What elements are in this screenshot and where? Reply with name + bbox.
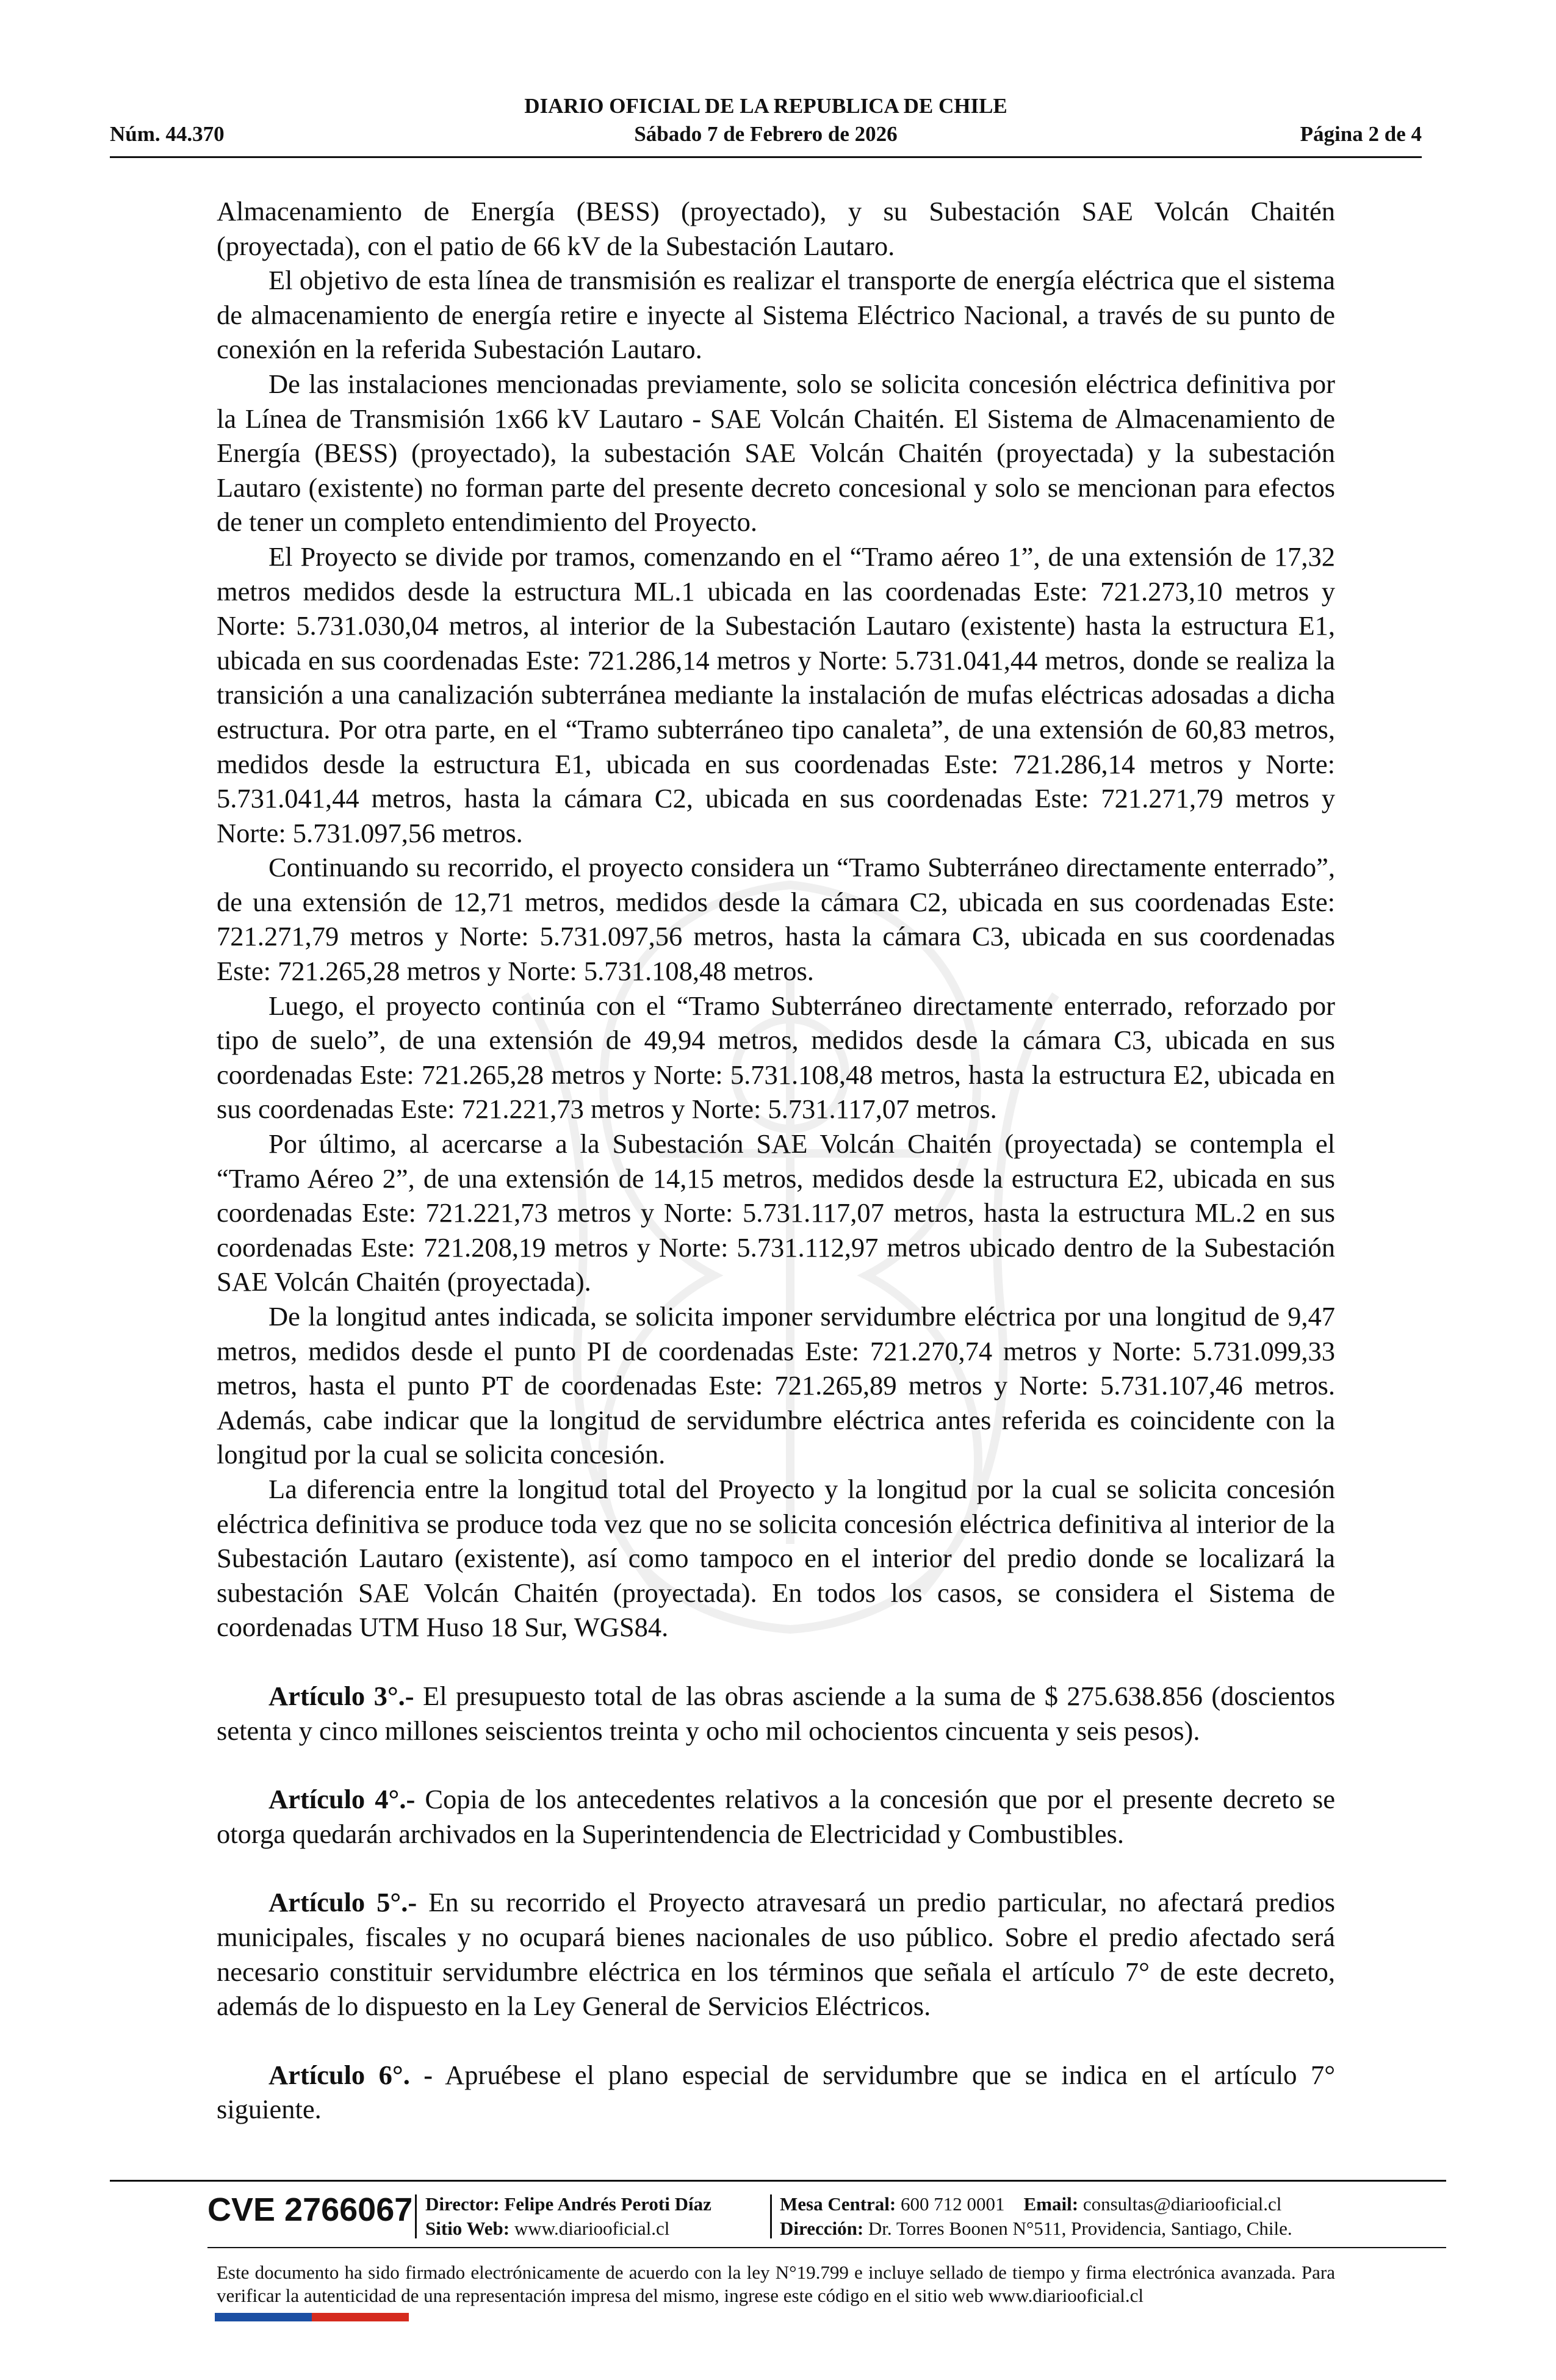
footer-director-block (425, 2192, 711, 2241)
cve-code: CVE 2766067 (207, 2191, 413, 2228)
article-4 (217, 1782, 1335, 1851)
footer-column-divider (415, 2194, 417, 2238)
website-label: Sitio Web: (425, 2218, 510, 2239)
phone-number: 600 712 0001 (901, 2193, 1005, 2215)
article-6 (217, 2058, 1335, 2127)
document-body (217, 194, 1335, 2127)
website-link[interactable]: www.diariooficial.cl (514, 2218, 670, 2239)
director-name: Felipe Andrés Peroti Díaz (504, 2193, 711, 2215)
body-paragraph: De las instalaciones mencionadas previamente, solo se solicita concesión eléctrica definitiva por la Línea de Transmisión 1x66 kV Lautaro - SAE Volcán Chaitén. El Sistema de Almacenamiento de Energía (BESS) (proyectado), la subestación SAE Volcán Chaitén (proyectada) y la subestación Lautaro (existente) no forman parte del presente decreto concesional y solo se mencionan para efectos de tener un completo entendimiento del Proyecto. (217, 368, 1335, 538)
article-text: Apruébese el plano especial de servidumbre que se indica en el artículo 7° siguiente. (217, 2059, 1335, 2125)
article-3 (217, 1679, 1335, 1748)
article-5 (217, 1885, 1335, 2023)
article-label: Artículo 4°.- (268, 1784, 416, 1815)
flag-red-stripe (312, 2313, 409, 2321)
article-text: Copia de los antecedentes relativos a la concesión que por el presente decreto se otorga quedarán archivados en la Superintendencia de Electricidad y Combustibles. (217, 1784, 1335, 1849)
body-paragraph: El objetivo de esta línea de transmisión es realizar el transporte de energía eléctrica que el sistema de almacenamiento de energía retire e inyecte al Sistema Eléctrico Nacional, a través de su punto de conexión en la referida Subestación Lautaro. (217, 265, 1335, 365)
flag-blue-stripe (215, 2313, 312, 2321)
body-paragraph: Luego, el proyecto continúa con el “Tramo Subterráneo directamente enterrado, reforzado por tipo de suelo”, de una extensión de 49,94 metros, medidos desde la cámara C3, ubicada en sus coordenadas Este: 721.265,28 metros y Norte: 5.731.108,48 metros, hasta la estructura E2, ubicada en sus coordenadas Este: 721.221,73 metros y Norte: 5.731.117,07 metros. (217, 990, 1335, 1125)
newspaper-title: DIARIO OFICIAL DE LA REPUBLICA DE CHILE (524, 94, 1007, 118)
article-label: Artículo 3°.- (268, 1680, 414, 1711)
address-label: Dirección: (780, 2218, 864, 2239)
body-paragraph: De la longitud antes indicada, se solicita imponer servidumbre eléctrica por una longitud de 9,47 metros, medidos desde el punto PI de coordenadas Este: 721.270,74 metros y Norte: 5.731.099,33 metros, hasta el punto PT de coordenadas Este: 721.265,89 metros y Norte: 5.731.107,46 metros. Además, cabe indicar que la longitud de servidumbre eléctrica antes referida es coincidente con la longitud por la cual se solicita concesión. (217, 1301, 1335, 1470)
article-label: Artículo 6°. - (268, 2059, 433, 2090)
chile-flag-stripe (215, 2313, 409, 2321)
body-paragraph: Almacenamiento de Energía (BESS) (proyectado), y su Subestación SAE Volcán Chaitén (proyectada), con el patio de 66 kV de la Subestación Lautaro. (217, 196, 1335, 261)
article-text: El presupuesto total de las obras asciende a la suma de $ 275.638.856 (doscientos setenta y cinco millones seiscientos treinta y ocho mil ochocientos cincuenta y seis pesos). (217, 1680, 1336, 1746)
page-header (110, 90, 1422, 158)
email-label: Email: (1023, 2193, 1079, 2215)
electronic-signature-notice: Este documento ha sido firmado electrónicamente de acuerdo con la ley N°19.799 e incluye sellado de tiempo y firma electrónica avanzada. Para verificar la autenticidad de una representación impresa del mismo, ingrese este código en el sitio web www.diariooficial.cl (217, 2262, 1335, 2306)
footer-divider (110, 2180, 1446, 2182)
address-text: Dr. Torres Boonen N°511, Providencia, Santiago, Chile. (868, 2218, 1292, 2239)
body-paragraph: Continuando su recorrido, el proyecto considera un “Tramo Subterráneo directamente enterrado”, de una extensión de 12,71 metros, medidos desde la cámara C2, ubicada en sus coordenadas Este: 721.271,79 metros y Norte: 5.731.097,56 metros, hasta la cámara C3, ubicada en sus coordenadas Este: 721.265,28 metros y Norte: 5.731.108,48 metros. (217, 852, 1335, 987)
director-label: Director: (425, 2193, 500, 2215)
footer-contact-block (780, 2192, 1292, 2241)
body-paragraph: El Proyecto se divide por tramos, comenzando en el “Tramo aéreo 1”, de una extensión de 17,32 metros medidos desde la estructura ML.1 ubicada en las coordenadas Este: 721.273,10 metros y Norte: 5.731.030,04 metros, al interior de la Subestación Lautaro (existente) hasta la estructura E1, ubicada en sus coordenadas Este: 721.286,14 metros y Norte: 5.731.041,44 metros, donde se realiza la transición a una canalización subterránea mediante la instalación de mufas eléctricas adosadas a dicha estructura. Por otra parte, en el “Tramo subterráneo tipo canaleta”, de una extensión de 60,83 metros, medidos desde la estructura E1, ubicada en sus coordenadas Este: 721.286,14 metros y Norte: 5.731.041,44 metros, hasta la cámara C2, ubicada en sus coordenadas Este: 721.271,79 metros y Norte: 5.731.097,56 metros. (217, 541, 1335, 848)
body-paragraph: La diferencia entre la longitud total del Proyecto y la longitud por la cual se solicita concesión eléctrica definitiva se produce toda vez que no se solicita concesión eléctrica definitiva al interior de la Subestación Lautaro (existente), así como tampoco en el interior del predio donde se localizará la subestación SAE Volcán Chaitén (proyectada). En todos los casos, se considera el Sistema de coordenadas UTM Huso 18 Sur, WGS84. (217, 1473, 1335, 1643)
issue-number: Núm. 44.370 (110, 122, 225, 146)
footer-divider-secondary (207, 2247, 1446, 2248)
footer-column-divider (770, 2194, 772, 2238)
phone-label: Mesa Central: (780, 2193, 896, 2215)
email-link[interactable]: consultas@diariooficial.cl (1082, 2193, 1282, 2215)
body-paragraph: Por último, al acercarse a la Subestación SAE Volcán Chaitén (proyectada) se contempla el “Tramo Aéreo 2”, de una extensión de 14,15 metros, medidos desde la estructura E2, ubicada en sus coordenadas Este: 721.221,73 metros y Norte: 5.731.117,07 metros, hasta la estructura ML.2 en sus coordenadas Este: 721.208,19 metros y Norte: 5.731.112,97 metros ubicado dentro de la Subestación SAE Volcán Chaitén (proyectada). (217, 1128, 1335, 1297)
article-text: En su recorrido el Proyecto atravesará un predio particular, no afectará predios municipales, fiscales y no ocupará bienes nacionales de uso público. Sobre el predio afectado será necesario constituir servidumbre eléctrica en los términos que señala el artículo 7° de este decreto, además de lo dispuesto en la Ley General de Servicios Eléctricos. (217, 1887, 1336, 2022)
page-number: Página 2 de 4 (1300, 122, 1422, 146)
article-label: Artículo 5°.- (268, 1887, 417, 1918)
issue-date: Sábado 7 de Febrero de 2026 (634, 122, 898, 146)
